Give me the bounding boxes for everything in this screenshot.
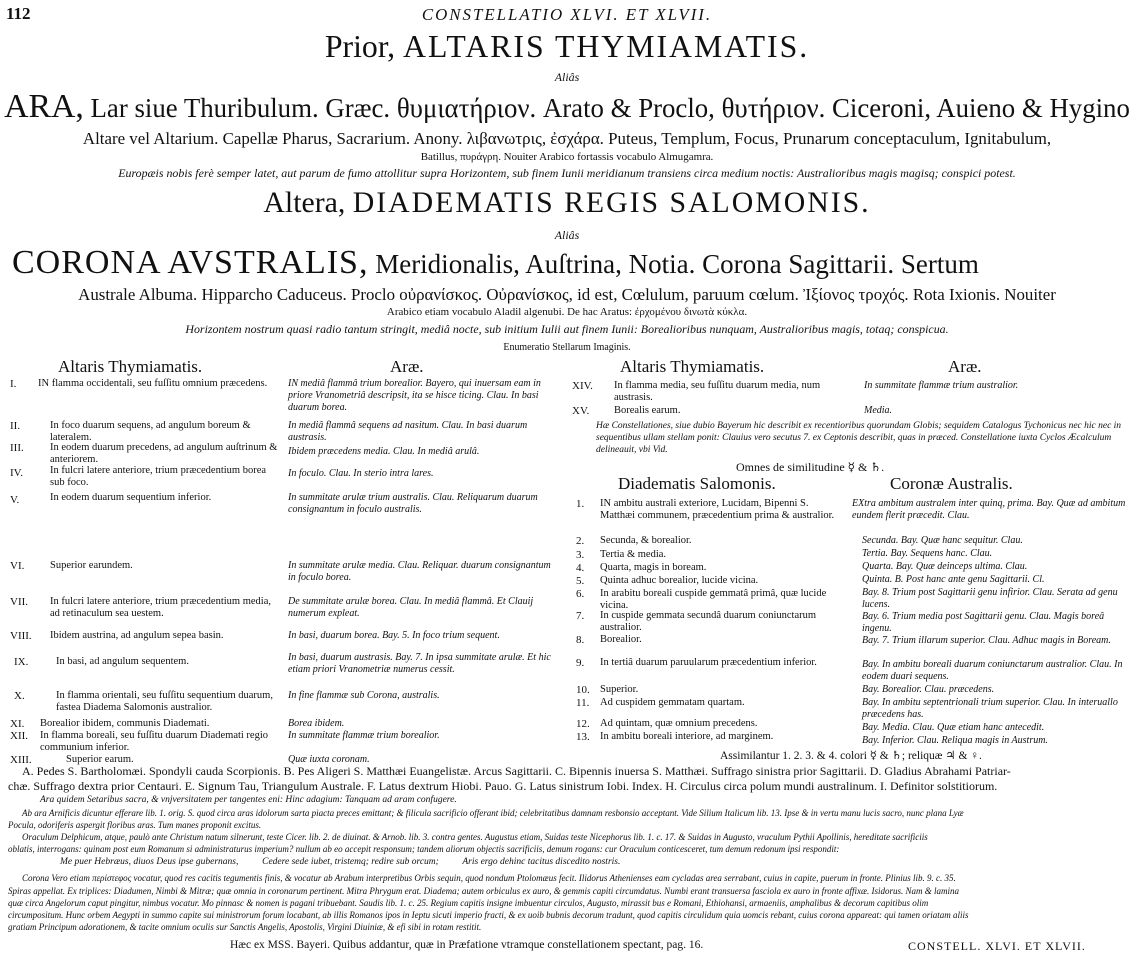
ara-line-2: Altare vel Altarium. Capellæ Pharus, Sacrarium. Anony. λιβανωτρις, ἐσχάρα. Puteus, Templum, Focus, Prunarum conceptaculum, Ignitabulum,	[82, 129, 1052, 148]
alias-1: Aliâs	[554, 70, 580, 84]
diad-text: Tertia & media.	[600, 549, 667, 560]
left-row-text: In eodem duarum sequentium inferior.	[50, 492, 212, 503]
corona-line-3: Arabico etiam vocabulo Aladil algenubi. De hac Aratus: ἐρχομένου δινωτὰ κύκλα.	[386, 306, 748, 318]
footer-line: Corona Vero etiam περίστεφος vocatur, quod res cacitis tegumentis finis, & vocatur ab Arabum interpretibus Orbis sequin, quod nondum Ptolomæus fecit. Ilidorus Athenienses eam cycladas area serrabant, cuius in capite, puerum in fronte. Plinius lib. 9. c. 35.	[22, 873, 956, 883]
diad-num: 11.	[576, 697, 590, 709]
corona-row: Tertia. Bay. Sequens hanc. Clau.	[862, 548, 993, 559]
left-row-num: V.	[10, 494, 20, 506]
closing-line: Hæc ex MSS. Bayeri. Quibus addantur, quæ in Præfatione vtramque constellationem spectant, pag. 16.	[230, 939, 704, 951]
page-number: 112	[6, 4, 31, 23]
prior-title: ALTARIS THYMIAMATIS.	[403, 28, 810, 64]
footer-line: Ab ara Arnificis dicuntur efferare lib. 1. orig. S. quod circa aras idolorum sarta piacta preces emittant; & filicula sacrificio offerant ibid; celebritatibus damnam resbonsio acceptant. Vide Silium Italicum lib. 13. Ipse & in vertu manu lucis sacro, nunc plana Lyæ	[22, 808, 964, 818]
left-row-right: Quæ iuxta coronam.	[288, 754, 370, 765]
left-row-num: XII.	[10, 730, 29, 742]
diad-head: Diadematis Salomonis.	[618, 474, 776, 493]
corona-rest: Meridionalis, Auſtrina, Notia. Corona Sagittarii. Sertum	[375, 249, 979, 279]
left-row-right: De summitate arulæ borea. Clau. In mediâ flammâ. Et Clauij numerum expleat.	[288, 596, 534, 619]
diad-num: 7.	[576, 610, 585, 622]
corona-row: Bay. Borealior. Clau. præcedens.	[862, 684, 995, 695]
left-row-text: In flamma orientali, seu fuſſitu sequentium duarum, fastea Diadema Salomonis australior.	[56, 690, 273, 713]
ara-note: Europæis nobis ferè semper latet, aut parum de fumo attollitur supra Horizontem, sub finem Iunii meridianum transiens circa medium noctis: Australioribus magis magisq; conspici potest.	[118, 166, 1016, 180]
assimilantur-line: Assimilantur 1. 2. 3. & 4. colori ☿ & ♄; reliquæ ♃ & ♀.	[720, 750, 982, 762]
footer-line: A. Pedes S. Bartholomæi. Spondyli cauda Scorpionis. B. Pes Aligeri S. Matthæi Euangelistæ. Arcus Sagittarii. C. Bipennis inuersa S. Matthæi. Suffrago sinistra prior Sagittarii. D. Gladius Abrahami Patriar-	[22, 764, 1011, 778]
left-row-right: In mediâ flammâ sequens ad nasitum. Clau. In basi duarum austrasis.	[288, 420, 528, 443]
corona-row: Bay. In ambitu boreali duarum coniunctarum australior. Clau. In eodem duari sequens.	[862, 659, 1123, 682]
footer-line: Me puer Hebræus, diuos Deus ipse gubernans, Cedere sede iubet, tristemq; redire sub orcum; Aris ergo dehinc tacitus discedito nostris.	[60, 857, 621, 867]
left-row-text: In eodem duarum precedens, ad angulum auſtrinum & anteriorem.	[50, 442, 278, 465]
corona-row: Bay. 8. Trium post Sagittarii genu infirior. Clau. Serata ad genu lucens.	[862, 587, 1118, 610]
left-row-text: IN flamma occidentali, seu fuſſitu omnium præcedens.	[38, 378, 268, 389]
footer-line: Pocula, odoriferis aspergit floribus aras. Tum manes proponit excitus.	[8, 820, 262, 830]
right-row-text: In flamma media, seu fuſſitu duarum media, num austrasis.	[614, 380, 821, 403]
corona-row: EXtra ambitum australem inter quinq, prima. Bay. Quæ ad ambitum eundem flerit præcedit. Clau.	[852, 498, 1126, 521]
diad-num: 6.	[576, 588, 585, 600]
diad-text: In tertiâ duarum paruularum præcedentium inferior.	[600, 657, 817, 668]
diad-text: In arabitu boreali cuspide gemmatâ primâ, quæ lucide vicina.	[600, 588, 827, 611]
corona-row: Bay. 7. Trium illarum superior. Clau. Adhuc magis in Boream.	[862, 635, 1111, 646]
left-row-text: Ibidem austrina, ad angulum sepea basin.	[50, 630, 224, 641]
left-row-text: In fulcri latere anteriore, trium præcedentium borea sub foco.	[50, 465, 267, 488]
bayer-note: Hæ Constellationes, siue dubio Bayerum hic describit ex recentioribus quorundam Globis; sequidem Catalogus Tychonicus nec hic nec in sequentibus ullam stellam ponit: Clauius vero secutus 7. ex Ceptonis describit, quas in præced. Constellatione iuxta Cyclos Æcalculum delineauit, vbi Vid.	[596, 421, 1122, 455]
diad-text: In ambitu boreali interiore, ad marginem.	[600, 731, 774, 742]
left-row-text: Borealior ibidem, communis Diademati.	[40, 718, 210, 729]
corona-line-1	[12, 244, 979, 282]
diad-text: Ad quintam, quæ omnium precedens.	[600, 718, 758, 729]
diad-num: 10.	[576, 684, 590, 696]
left-row-num: X.	[14, 690, 25, 702]
left-row-text: In foco duarum sequens, ad angulum boreum & lateralem.	[50, 420, 251, 443]
altera-prefix: Altera,	[263, 186, 346, 219]
prior-heading	[4, 28, 1130, 65]
diad-num: 13.	[576, 731, 590, 743]
diad-num: 3.	[576, 549, 585, 561]
running-title: CONSTELLATIO XLVI. ET XLVII.	[421, 5, 713, 24]
diad-num: 1.	[576, 498, 585, 510]
left-row-right: In fine flammæ sub Corona, australis.	[288, 690, 440, 701]
footer-line: oblatis, interrogans: quinam post eum Romanum si administraturus imperium? nullum ab eo accepit responsum; tandem aliorum objectis sacrificiis, demum rogans: cur Oraculum conticesceret, tum demum redonum ipsi respondit:	[8, 844, 840, 854]
right-head-arae: Aræ.	[948, 357, 982, 376]
left-row-num: II.	[10, 420, 21, 432]
left-row-text: In fulcri latere anteriore, trium præcedentium media, ad retinaculum sea uestem.	[50, 596, 271, 619]
ara-line-1	[4, 88, 1130, 126]
left-row-text: In basi, ad angulum sequentem.	[56, 656, 189, 667]
left-row-num: I.	[10, 378, 17, 390]
left-row-right: In foculo. Clau. In sterio intra lares.	[288, 468, 434, 479]
right-head-altaris: Altaris Thymiamatis.	[620, 357, 765, 376]
corona-row: Bay. In ambitu septentrionali trium superior. Clau. In interuallo præcedens has.	[862, 697, 1118, 720]
left-row-num: XI.	[10, 718, 25, 730]
ara-big: ARA,	[4, 88, 84, 125]
diad-text: Secunda, & borealior.	[600, 535, 692, 546]
diad-text: In cuspide gemmata secundâ duarum coniunctarum australior.	[600, 610, 817, 633]
left-row-right: In basi, duarum austrasis. Bay. 7. In ipsa summitate arulæ. Et hic etiam priori Vranometriæ numerus cessit.	[288, 652, 551, 675]
corona-row: Quarta. Bay. Quæ deinceps ultima. Clau.	[862, 561, 1028, 572]
catchword: CONSTELL. XLVI. ET XLVII.	[908, 939, 1086, 953]
right-row-right: Media.	[864, 405, 893, 416]
diad-text: Quarta, magis in boream.	[600, 562, 707, 573]
left-row-right: Borea ibidem.	[288, 718, 345, 729]
left-row-num: XIII.	[10, 754, 32, 766]
footer-line: circumpositum. Hunc orbem Aegypti in summo capite sui ministrorum forum locabant, ab illis Romanos ipos in Ieptu sicuti imperio fracti, & ex uoib bubnis decorum tradunt, quod capitis circulidum quia uomcis rebant, cuius corona appareat: qui tamen oriatam aliis	[8, 910, 969, 920]
right-row-num: XIV.	[572, 380, 593, 392]
right-row-num: XV.	[572, 405, 590, 417]
left-row-right: In summitate arulæ media. Clau. Reliquar. duarum consignantum in foculo borea.	[288, 560, 551, 583]
corona-line-2: Australe Albuma. Hipparcho Caduceus. Proclo οὐρανίσκος. Οὐρανίσκος, id est, Cœlulum, paruum cœlum. Ἰξίονος τροχός. Rota Ixionis. Nouiter	[78, 285, 1056, 304]
left-head-arae: Aræ.	[390, 357, 424, 376]
left-row-right: IN mediâ flammâ trium borealior. Bayero, qui inuersam eam in priore Vranometriâ descripsit, ita se hisce ticing. Clau. In basi duarum borea.	[288, 378, 541, 413]
left-row-num: VII.	[10, 596, 29, 608]
corona-big: CORONA AVSTRALIS,	[12, 244, 369, 281]
corona-head: Coronæ Australis.	[890, 474, 1013, 493]
enumeratio: Enumeratio Stellarum Imaginis.	[503, 342, 631, 353]
prior-prefix: Prior,	[324, 28, 396, 64]
left-row-right: Ibidem præcedens media. Clau. In mediâ arulâ.	[288, 446, 480, 457]
diad-text: Superior.	[600, 684, 639, 695]
diad-num: 2.	[576, 535, 585, 547]
right-row-right: In summitate flammæ trium australior.	[864, 380, 1019, 391]
diad-text: Quinta adhuc borealior, lucide vicina.	[600, 575, 759, 586]
footer-line: Spiras appellat. Ex triplices: Diadumen, Nimbi & Mitræ; quæ omnia in coronarum pertinent. Mitra Phrygum erat. Diadema; autem orbiculus ex auro, & gemmis capiti circumdatus. Numbi erant transuersa fasciola ex auro in fronte affixæ. Isidorus. Nam & lamina	[8, 886, 960, 896]
left-row-text: Superior earundem.	[50, 560, 133, 571]
left-row-right: In summitate flammæ trium borealior.	[288, 730, 440, 741]
footer-line: Ara quidem Setaribus sacra, & vnjversitatem per tangentes eni: Hinc adagium: Tanquam ad aram confugere.	[40, 795, 457, 805]
left-row-num: IX.	[14, 656, 29, 668]
altera-heading	[4, 186, 1130, 220]
diad-num: 12.	[576, 718, 590, 730]
diad-text: Ad cuspidem gemmatam quartam.	[600, 697, 745, 708]
left-row-text: Superior earum.	[66, 754, 134, 765]
corona-row: Bay. 6. Trium media post Sagittarii genu. Clau. Magis boreâ ingenu.	[862, 611, 1105, 634]
footer-line: gratiam Principum adorationem, & tacite omnium oculis sur Sanctis Angelis, Apostolis, Virgini Diuiniæ, & efi sibi in rotam restitit.	[8, 922, 482, 932]
left-row-num: VI.	[10, 560, 25, 572]
altera-title: DIADEMATIS REGIS SALOMONIS.	[352, 186, 871, 219]
left-head-altaris: Altaris Thymiamatis.	[58, 357, 203, 376]
corona-row: Secunda. Bay. Quæ hanc sequitur. Clau.	[862, 535, 1023, 546]
diad-text: Borealior.	[600, 634, 642, 645]
ara-rest: Lar siue Thuribulum. Græc. θυμιατήριον. Arato & Proclo, θυτήριον. Ciceroni, Auieno & Hygino	[90, 93, 1130, 123]
corona-note: Horizontem nostrum quasi radio tantum stringit, mediâ nocte, sub initium Iulii aut finem Iunii: Borealioribus nunquam, Australioribus magis, totaq; conspicua.	[185, 322, 949, 336]
right-row-text: Borealis earum.	[614, 405, 681, 416]
footer-line: chæ. Suffrago dextra prior Centauri. E. Signum Tau, Triangulum Australe. F. Latus dextrum Hiobi. Pauo. G. Latus sinistrum Iobi. Index. H. Circulus circa polum mundi australinum. I. Definitor solstitiorum.	[8, 779, 998, 793]
left-row-num: III.	[10, 442, 24, 454]
alias-2: Aliâs	[554, 228, 580, 242]
footer-line: Oraculum Delphicum, atque, paulò ante Christum natum silnerunt, teste Cicer. lib. 2. de diuinat. & Arnob. lib. 3. contra gentes. Augustus etiam, Suidas teste Nicephorus lib. 1. c. 17. & Suidas in Augusto, vraculum Pythii Apollinis, hereditate sacrificiis	[22, 832, 928, 842]
left-row-right: In summitate arulæ trium australis. Clau. Reliquarum duarum consignantum in foculo australis.	[288, 492, 538, 515]
omnes-line: Omnes de similitudine ☿ & ♄.	[736, 460, 885, 474]
corona-row: Bay. Media. Clau. Quæ etiam hanc antecedit.	[862, 722, 1045, 733]
diad-num: 5.	[576, 575, 585, 587]
corona-row: Quinta. B. Post hanc ante genu Sagittarii. Cl.	[862, 574, 1045, 585]
diad-num: 9.	[576, 657, 585, 669]
diad-num: 8.	[576, 634, 585, 646]
diad-num: 4.	[576, 562, 585, 574]
ara-line-3: Batillus, πυράγρη. Nouiter Arabico fortassis vocabulo Almugamra.	[420, 151, 714, 163]
left-row-text: In flamma boreali, seu fuſſitu duarum Diademati regio communium inferior.	[40, 730, 269, 753]
left-row-num: IV.	[10, 467, 23, 479]
footer-line: quæ circa Angelorum caput pingitur, nimbus vocatur. Mo pinnasc & nomen is pagani tribuebant. Saudis lib. 1. c. 25. Regium capitis insigne imbuentur circulos, Augusto, mirassit bus e Romani, Ethiohansi, armaeniis, amphalibus & decorum capitibus olim	[8, 898, 929, 908]
corona-row: Bay. Inferior. Clau. Reliqua magis in Austrum.	[862, 735, 1048, 746]
left-row-num: VIII.	[10, 630, 32, 642]
diad-text: IN ambitu australi exteriore, Lucidam, Bipenni S. Matthæi communem, præcedentium prima & australior.	[600, 498, 835, 521]
left-row-right: In basi, duarum borea. Bay. 5. In foco trium sequent.	[288, 630, 500, 641]
